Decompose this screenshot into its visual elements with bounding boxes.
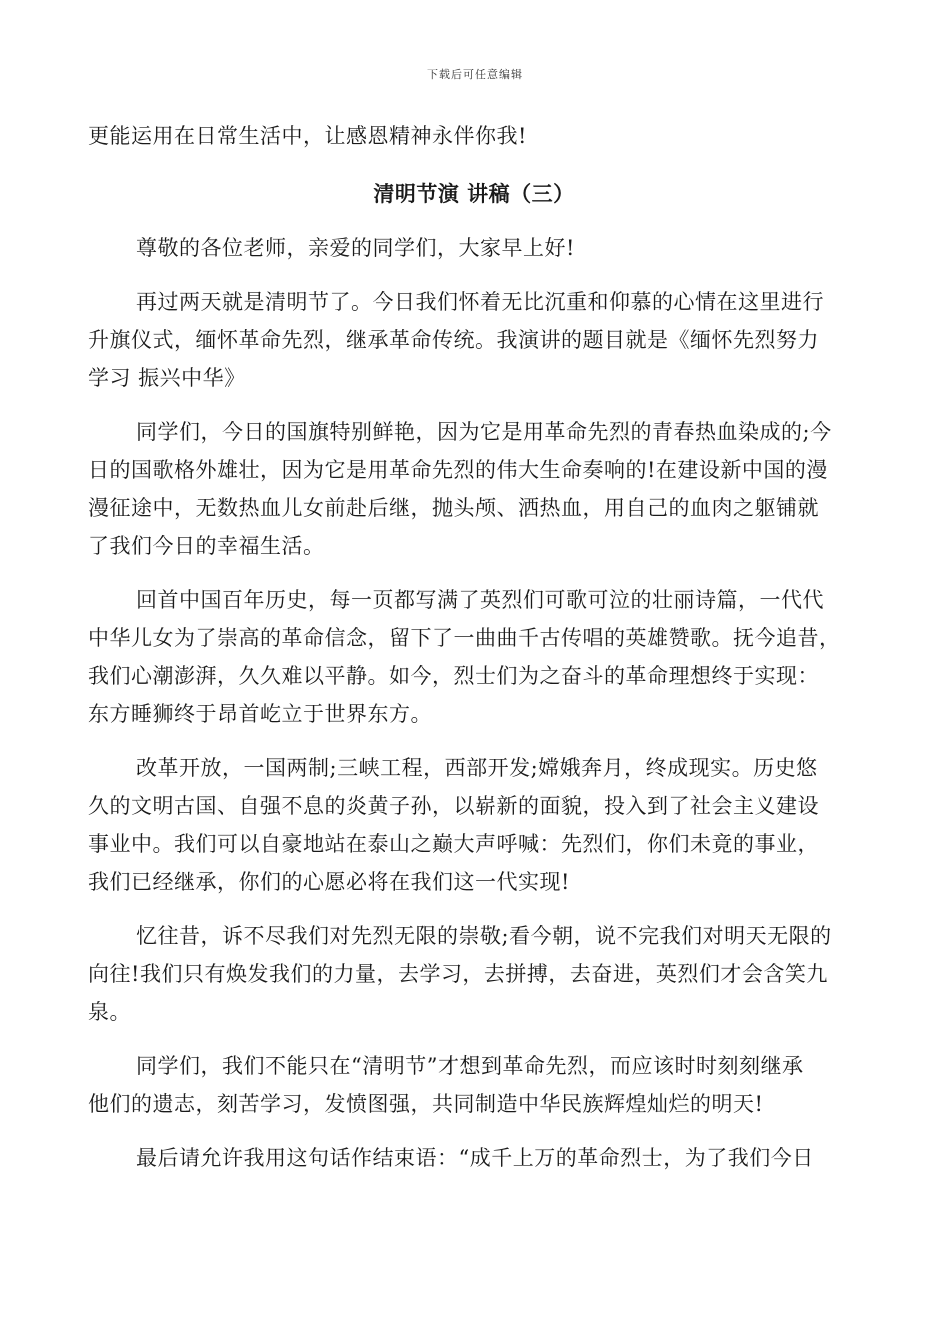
paragraph-line: 回首中国百年历史，每一页都写满了英烈们可歌可泣的壮丽诗篇，一代代 [136, 588, 824, 612]
paragraph-line: 我们已经继承，你们的心愿必将在我们这一代实现! [88, 870, 570, 894]
body-paragraph [88, 413, 860, 565]
paragraph-line: 最后请允许我用这句话作结束语：“成千上万的革命烈士，为了我们今日 [136, 1146, 814, 1170]
paragraph-line: 改革开放，一国两制;三峡工程，西部开发;嫦娥奔月，终成现实。历史悠 [136, 756, 818, 780]
paragraph-line: 忆往昔，诉不尽我们对先烈无限的崇敬;看今朝，说不完我们对明天无限的 [136, 924, 832, 948]
paragraph-line: 更能运用在日常生活中，让感恩精神永伴你我! [88, 124, 527, 148]
paragraph-line: 了我们今日的幸福生活。 [88, 534, 325, 558]
body-paragraph [88, 749, 860, 901]
paragraph-line: 升旗仪式，缅怀革命先烈，继承革命传统。我演讲的题目就是《缅怀先烈努力 [88, 328, 819, 352]
paragraph-line: 漫征途中，无数热血儿女前赴后继，抛头颅、洒热血，用自己的血肉之躯铺就 [88, 496, 819, 520]
paragraph-line: 同学们，今日的国旗特别鲜艳，因为它是用革命先烈的青春热血染成的;今 [136, 420, 832, 444]
paragraph-line: 东方睡狮终于昂首屹立于世界东方。 [88, 702, 432, 726]
paragraph-line: 再过两天就是清明节了。今日我们怀着无比沉重和仰慕的心情在这里进行 [136, 290, 824, 314]
body-paragraph [88, 1047, 860, 1123]
paragraph-line: 日的国歌格外雄壮，因为它是用革命先烈的伟大生命奏响的!在建设新中国的漫 [88, 458, 828, 482]
document-title: 清明节演 讲稿（三） [373, 181, 575, 206]
body-paragraph [88, 1139, 860, 1177]
paragraph-line: 我们心潮澎湃，久久难以平静。如今，烈士们为之奋斗的革命理想终于实现： [88, 664, 819, 688]
paragraph-line: 向往!我们只有焕发我们的力量，去学习，去拼搏，去奋进，英烈们才会含笑九 [88, 962, 828, 986]
paragraph-line: 他们的遗志，刻苦学习，发愤图强，共同制造中华民族辉煌灿烂的明天! [88, 1092, 764, 1116]
paragraph-line: 久的文明古国、自强不息的炎黄子孙，以崭新的面貌，投入到了社会主义建设 [88, 794, 819, 818]
paragraph-list [88, 229, 860, 1177]
body-paragraph [88, 581, 860, 733]
page-header-note: 下载后可任意编辑 [427, 68, 523, 81]
paragraph-line: 尊敬的各位老师，亲爱的同学们，大家早上好! [136, 236, 575, 260]
paragraph-line: 泉。 [88, 1000, 131, 1024]
paragraph-line: 事业中。我们可以自豪地站在泰山之巅大声呼喊：先烈们，你们未竟的事业， [88, 832, 819, 856]
document-body [88, 117, 860, 1193]
body-paragraph [88, 283, 860, 397]
paragraph-line: 中华儿女为了崇高的革命信念，留下了一曲曲千古传唱的英雄赞歌。抚今追昔， [88, 626, 841, 650]
body-paragraph [88, 917, 860, 1031]
continuation-paragraph [88, 117, 860, 155]
paragraph-line: 学习 振兴中华》 [88, 366, 246, 390]
paragraph-line: 同学们，我们不能只在“清明节”才想到革命先烈，而应该时时刻刻继承 [136, 1054, 804, 1078]
body-paragraph [88, 229, 860, 267]
